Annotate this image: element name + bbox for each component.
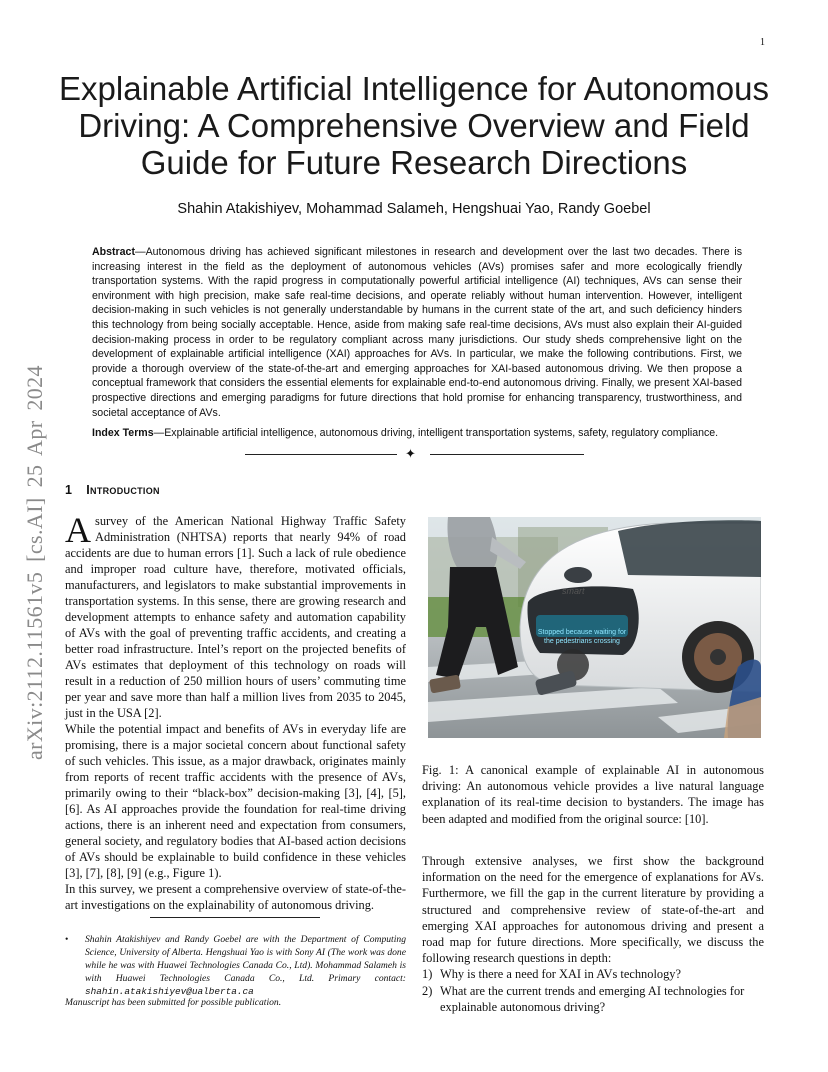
arxiv-stamp: arXiv:2112.11561v5 [cs.AI] 25 Apr 2024 xyxy=(22,365,47,760)
right-paragraph: Through extensive analyses, we first show the background information on the need for the emergence of explanations for AVs. Furthermore, we fill the gap in the current literature by providing a structured and comprehensive review of state-of-the-art and emerging XAI approaches for autonomous driving and present a road map for future directions. More specifically, we discuss the following research questions in depth: xyxy=(422,854,764,966)
footnote-email: shahin.atakishiyev@ualberta.ca xyxy=(85,986,254,997)
list-item xyxy=(422,966,764,982)
drop-cap: A xyxy=(65,510,91,550)
question-number: 2) xyxy=(422,983,433,998)
paper-title: Explainable Artificial Intelligence for Autonomous Driving: A Comprehensive Overview and Field Guide for Future Research Directions xyxy=(59,70,769,181)
footnote-bullet: • xyxy=(65,934,69,945)
author-list: Shahin Atakishiyev, Mohammad Salameh, Hengshuai Yao, Randy Goebel xyxy=(177,201,651,217)
intro-paragraph-1 xyxy=(65,510,406,721)
car-display-line-2: the pedestrians crossing xyxy=(544,638,620,645)
footnote-text: Shahin Atakishiyev and Randy Goebel are with the Department of Computing Science, University of Alberta. Hengshuai Yao is with Sony AI (The work was done while he was with Huawei Technologies Canada Co., Ltd). Mohammad Salameh is with Huawei Technologies Canada Co., Ltd. Primary contact: xyxy=(85,934,406,984)
footnote-rule xyxy=(150,917,320,918)
section-heading xyxy=(65,483,160,497)
figure-1-caption: Fig. 1: A canonical example of explainable AI in autonomous driving: An autonomous vehicle provides a live natural language explanation of its real-time decision to bystanders. The image has been adapted and modified from the original source: [10]. xyxy=(422,763,764,826)
abstract xyxy=(92,245,742,420)
car-display-line-1: Stopped because waiting for xyxy=(537,629,627,636)
question-text: What are the current trends and emerging AI technologies for explainable autonomous driving? xyxy=(440,983,745,1014)
page-number: 1 xyxy=(760,37,765,48)
abstract-label: Abstract xyxy=(92,246,135,258)
left-column xyxy=(65,510,406,913)
figure-1-illustration xyxy=(428,517,761,738)
question-text: Why is there a need for XAI in AVs technology? xyxy=(440,967,681,982)
separator-diamond-icon: ✦ xyxy=(405,447,416,462)
intro-paragraph-1-text: survey of the American National Highway Traffic Safety Administration (NHTSA) reports that nearly 94% of road accidents are due to human errors [1]. Such a lack of rule obedience and improper road culture have, therefore, motivated officials, manufacturers, and legislators to make substantial improvements in transportation systems. In this sense, there are growing research and development attempts to enhance safety and automation capability of AVs with the goal of preventing traffic accidents, and creating a better road infrastructure. Intel’s report on the projected benefits of AVs estimates that deployment of this technology on roads will result in a reduction of 250 million hours of users’ commuting time per year and save more than half a million lives from 2035 to 2045, just in the USA [2]. xyxy=(65,514,406,720)
research-questions-list xyxy=(422,966,764,1015)
list-item xyxy=(422,983,764,1015)
index-terms xyxy=(92,426,742,441)
section-title: Introduction xyxy=(86,483,160,497)
figure-1-image xyxy=(428,517,761,738)
intro-paragraph-2: While the potential impact and benefits of AVs in everyday life are promising, there is a major societal concern about functional safety of such vehicles. This issue, as a major drawback, originates mainly from reports of recent traffic accidents with the presence of AVs, primarily owing to their “black-box” decision-making [3], [4], [5], [6]. As AI approaches provide the foundation for real-time driving actions, there is an inherent need and expectation from consumers, general society, and regulatory bodies that AI-based action decisions of AVs should be explainable to build confidence in these vehicles [3], [7], [8], [9] (e.g., Figure 1). xyxy=(65,722,406,880)
separator-rule-left xyxy=(245,454,397,455)
car-brand-label: smart xyxy=(562,586,585,596)
separator-rule-right xyxy=(430,454,584,455)
index-terms-label: Index Terms xyxy=(92,427,154,439)
right-column xyxy=(422,853,764,1015)
section-number: 1 xyxy=(65,483,73,497)
question-number: 1) xyxy=(422,967,433,982)
manuscript-note: Manuscript has been submitted for possible publication. xyxy=(65,997,282,1008)
intro-paragraph-3: In this survey, we present a comprehensive overview of state-of-the-art investigations on the explainability of autonomous driving. xyxy=(65,882,406,912)
abstract-text: —Autonomous driving has achieved significant milestones in research and development over the last two decades. There is increasing interest in the field as the deployment of autonomous vehicles (AVs) promises safer and more ecologically friendly transportation systems. With the rapid progress in computationally powerful artificial intelligence (AI) techniques, AVs can sense their environment with high precision, make safe real-time decisions, and operate reliably without human intervention. However, intelligent decision-making in such vehicles is not generally understandable by humans in the current state of the art, and such deficiency hinders this technology from being socially acceptable. Hence, aside from making safe real-time decisions, AVs must also explain their AI-guided decision-making process in order to be regulatory compliant across many jurisdictions. Our study sheds comprehensive light on the development of explainable artificial intelligence (XAI) approaches for AVs. In particular, we make the following contributions. First, we provide a thorough overview of the state-of-the-art and emerging approaches for XAI-based autonomous driving. We then propose a conceptual framework that considers the essential elements for explainable end-to-end autonomous driving. Finally, we present XAI-based prospective directions and emerging paradigms for future directions that hold promise for enhancing transparency, trustworthiness, and societal acceptance of AVs. xyxy=(92,246,742,419)
index-terms-text: —Explainable artificial intelligence, autonomous driving, intelligent transportation systems, safety, regulatory compliance. xyxy=(153,427,719,439)
footnote xyxy=(65,933,406,998)
